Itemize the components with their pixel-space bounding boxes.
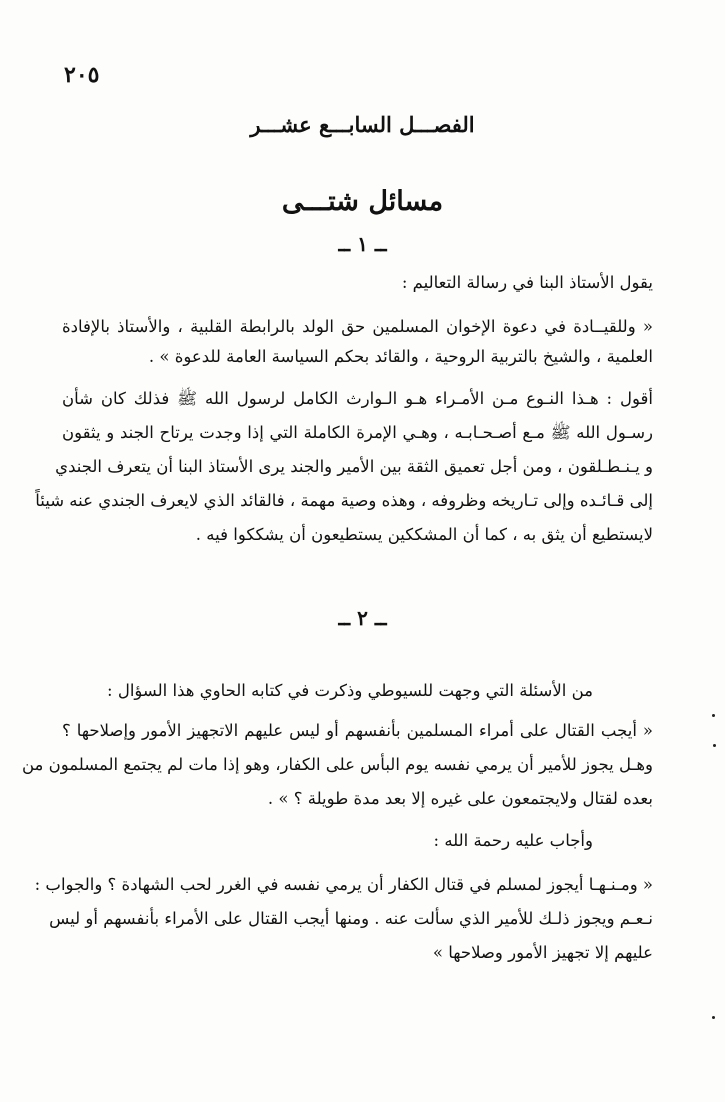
quote-line: وهـل يجوز للأمير أن يرمي نفسه يوم البأس على الكفار، وهو إذا مات لم يجتمع المسلمون من <box>21 755 653 774</box>
section-number-2: ــ ٢ ــ <box>338 606 387 630</box>
page-number: ٢٠٥ <box>64 62 100 88</box>
scan-speck <box>712 1016 715 1019</box>
section-title: مسائل شتـــى <box>281 186 444 217</box>
paragraph-line: يقول الأستاذ البنا في رسالة التعاليم : <box>401 273 653 292</box>
paragraph-line: أقول : هـذا النـوع مـن الأمـراء هـو الـوارث الكامل لرسول الله ﷺ فذلك كان شأن <box>62 389 653 408</box>
scan-speck <box>713 744 716 747</box>
quote-line: بعده لقتال ولايجتمعون على غيره إلا بعد مدة طويلة ؟ » . <box>267 789 653 808</box>
paragraph-line: من الأسئلة التي وجهت للسيوطي وذكرت في كتابه الحاوي هذا السؤال : <box>107 681 593 700</box>
scan-speck <box>712 714 715 717</box>
quote-line: العلمية ، والشيخ بالتربية الروحية ، والقائد بحكم السياسة العامة للدعوة » . <box>148 347 653 366</box>
paragraph-line: رسـول الله ﷺ مـع أصـحـابـه ، وهـي الإمرة الكاملة التي إذا وجدت يرتاح الجند و يثقون <box>62 423 653 442</box>
paragraph-line: وأجاب عليه رحمة الله : <box>433 831 593 850</box>
quote-line: « ومـنـهـا أيجوز لمسلم في قتال الكفار أن يرمي نفسه في الغرر لحب الشهادة ؟ والجواب : <box>34 875 653 894</box>
chapter-heading: الفصـــل السابـــع عشـــر <box>250 112 475 137</box>
paragraph-line: لايستطيع أن يثق به ، كما أن المشككين يستطيعون أن يشككوا فيه . <box>195 525 653 544</box>
paragraph-line: و يـنـطـلقون ، ومن أجل تعميق الثقة بين الأمير والجند يرى الأستاذ البنا أن يتعرف الجندي <box>55 457 653 476</box>
section-number-1: ــ ١ ــ <box>338 232 387 256</box>
quote-line: عليهم إلا تجهيز الأمور وصلاحها » <box>432 943 653 962</box>
quote-line: نـعـم ويجوز ذلـك للأمير الذي سألت عنه . ومنها أيجب القتال على الأمراء بأنفسهم أو ليس <box>49 909 653 928</box>
paragraph-line: إلى قـائـده وإلى تـاريخه وظروفه ، وهذه وصية مهمة ، فالقائد الذي لايعرف الجندي عنه شيئاً <box>35 491 653 510</box>
quote-line: « وللقيــادة في دعوة الإخوان المسلمين حق الولد بالرابطة القلبية ، والأستاذ بالإفادة <box>62 317 653 336</box>
quote-line: « أيجب القتال على أمراء المسلمين بأنفسهم أو ليس عليهم الاتجهيز الأمور وإصلاحها ؟ <box>62 721 653 740</box>
